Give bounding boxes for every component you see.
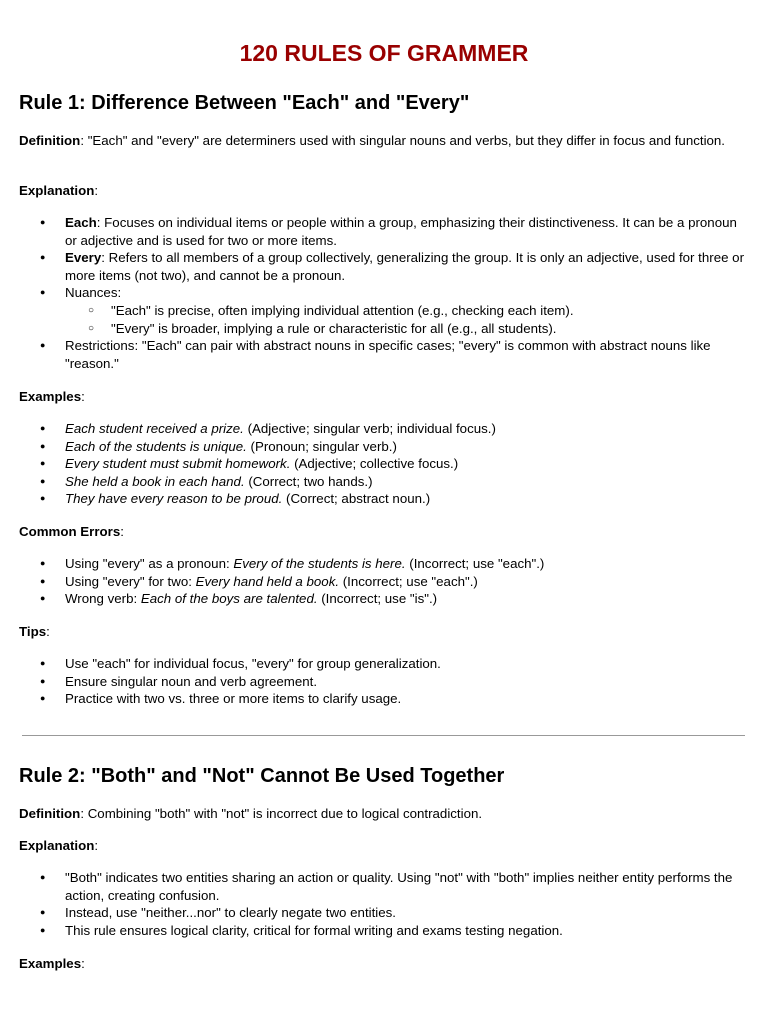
- rule-2-definition: [19, 805, 744, 823]
- definition-label: Definition: [19, 133, 81, 148]
- example-item: ● They have every reason to be proud. (Correct; abstract noun.): [19, 490, 744, 508]
- explanation-label: Explanation: [19, 183, 95, 198]
- term-every: Every: [65, 250, 102, 266]
- sub-list-item: ○ "Each" is precise, often implying individual attention (e.g., checking each item).: [65, 302, 744, 320]
- rule-1-errors-list: [19, 555, 744, 608]
- list-item: ● Each: Focuses on individual items or people within a group, emphasizing their distinctiveness. It can be a pronoun or adjective and is used for two or more items.: [19, 214, 744, 249]
- list-item: [19, 284, 744, 337]
- list-item: ● Instead, use "neither...nor" to clearly negate two entities.: [19, 904, 744, 922]
- rule-1-examples-list: [19, 420, 744, 508]
- rule-1-heading: Rule 1: Difference Between "Each" and "Every": [19, 92, 470, 114]
- examples-label: Examples: [19, 956, 82, 971]
- tip-item: ● Practice with two vs. three or more items to clarify usage.: [19, 690, 744, 708]
- tips-label: Tips: [19, 624, 47, 639]
- explanation-label: Explanation: [19, 838, 95, 853]
- error-item: ● Wrong verb: Each of the boys are talented. (Incorrect; use "is".): [19, 590, 744, 608]
- common-errors-label: Common Errors: [19, 524, 121, 539]
- list-item: ● "Both" indicates two entities sharing an action or quality. Using "not" with "both" implies neither entity performs the action, creating confusion.: [19, 869, 744, 904]
- definition-label: Definition: [19, 806, 81, 821]
- rule-1-explanation-list: [19, 214, 744, 372]
- term-each: Each: [65, 215, 97, 230]
- sub-list-item: ○ "Every" is broader, implying a rule or characteristic for all (e.g., all students).: [65, 320, 744, 338]
- definition-text: : Combining "both" with "not" is incorrect due to logical contradiction.: [80, 806, 483, 821]
- rule-2-explanation-list: [19, 869, 744, 939]
- rule-1-examples-heading: Examples:: [19, 389, 85, 404]
- error-item: ● Using "every" for two: Every hand held a book. (Incorrect; use "each".): [19, 573, 744, 591]
- list-item: ● This rule ensures logical clarity, critical for formal writing and exams testing negation.: [19, 922, 744, 940]
- rule-1-tips-list: [19, 655, 744, 708]
- rule-2-examples-heading: Examples:: [19, 956, 85, 971]
- example-item: ● Each of the students is unique. (Pronoun; singular verb.): [19, 438, 744, 456]
- document-title: 120 RULES OF GRAMMER: [239, 40, 529, 66]
- examples-label: Examples: [19, 389, 82, 404]
- rule-2-explanation-heading: Explanation:: [19, 838, 99, 853]
- tip-item: ● Use "each" for individual focus, "every" for group generalization.: [19, 655, 744, 673]
- nuances-label: Nuances:: [65, 285, 122, 301]
- tip-item: ● Ensure singular noun and verb agreement.: [19, 673, 744, 691]
- rule-1-explanation-heading: Explanation:: [19, 183, 99, 198]
- example-item: ● She held a book in each hand. (Correct; two hands.): [19, 473, 744, 491]
- list-item: ● Every: Refers to all members of a group collectively, generalizing the group. It is only an adjective, used for three or more items (not two), and cannot be a pronoun.: [19, 249, 744, 284]
- example-item: ● Every student must submit homework. (Adjective; collective focus.): [19, 455, 744, 473]
- rule-1-tips-heading: Tips:: [19, 624, 50, 639]
- nuances-list: [65, 302, 744, 337]
- rule-1-definition: [19, 132, 744, 150]
- list-item: ● Restrictions: "Each" can pair with abstract nouns in specific cases; "every" is common with abstract nouns like "reason.": [19, 337, 744, 372]
- section-divider: [22, 735, 745, 736]
- rule-2-heading: Rule 2: "Both" and "Not" Cannot Be Used Together: [19, 765, 505, 787]
- definition-text: : "Each" and "every" are determiners used with singular nouns and verbs, but they differ in focus and function.: [80, 133, 726, 148]
- example-item: ● Each student received a prize. (Adjective; singular verb; individual focus.): [19, 420, 744, 438]
- rule-1-errors-heading: Common Errors:: [19, 524, 124, 539]
- error-item: ● Using "every" as a pronoun: Every of the students is here. (Incorrect; use "each".): [19, 555, 744, 573]
